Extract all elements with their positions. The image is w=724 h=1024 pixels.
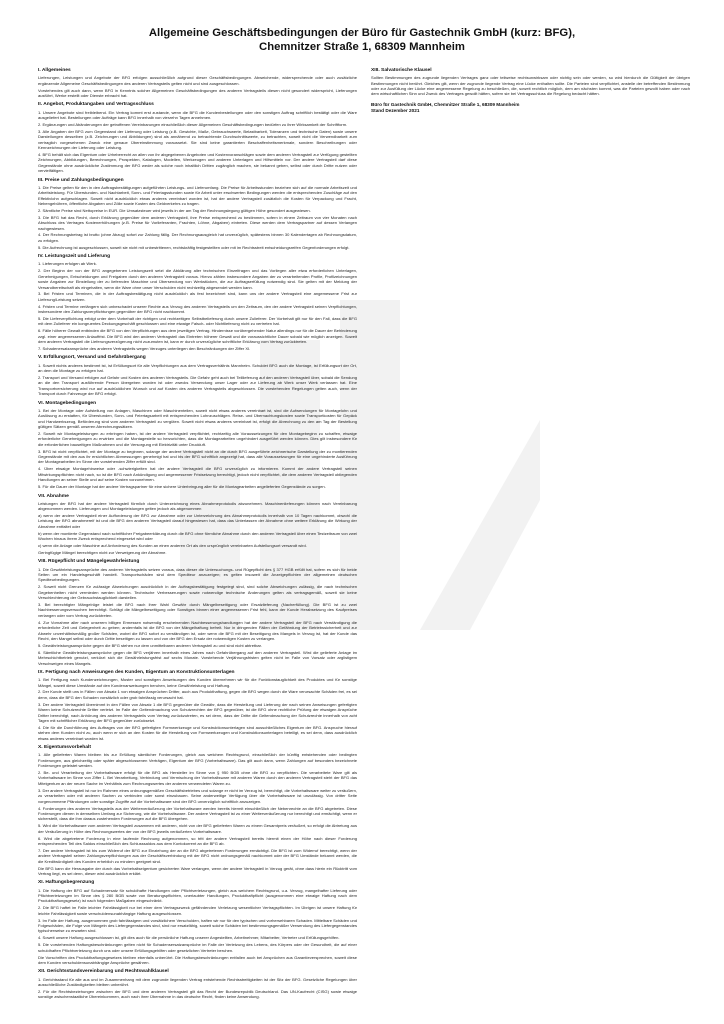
section-paragraph: Vorstehendes gilt auch dann, wenn BFG in Kenntnis solcher Allgemeinen Geschäftsbedingungen des anderen Vertragsteils diesen nicht gesondert widerspricht, Lieferungen ausführt, Werke erstellt oder Dienste erbracht hat. <box>38 87 357 98</box>
section-paragraph: 2. Transport und Versand erfolgen auf Gefahr und Kosten des anderen Vertragsteils. Die Gefahr geht auch bei Teillieferung auf den anderen Vertragsteil über, sobald die Sendung an die den Transport ausführende Person übergeben worden ist oder zwecks Versendung unser Lager oder zur Lieferung ab Werk unser Werk verlassen hat. Eine Transportversicherung wird nur auf ausdrücklichen Wunsch und auf Kosten des anderen Vertragsteils abgeschlossen. Die vorstehenden Regelungen gelten auch, wenn der Transport durch Fahrzeuge der BFG erfolgt. <box>38 374 357 397</box>
section-paragraph: 4. Über etwaige Montagehinweise oder -schwierigkeiten hat der andere Vertragsteil die BFG unverzüglich zu informieren. Kommt der andere Vertragsteil seinen Mitwirkungspflichten nicht nach, so ist die BFG nach Ankündigung und angemessener Fristsetzung berechtigt, jedoch nicht verpflichtet, die dem anderen Vertragsteil obliegenden Handlungen an seiner Stelle und auf seine Kosten vorzunehmen. <box>38 466 357 483</box>
footer-company: Büro für Gastechnik GmbH, Chemnitzer Straße 1, 68309 Mannheim <box>371 101 520 107</box>
section-paragraph: 3. Bei berechtigter Mängelrüge leistet die BFG nach ihrer Wahl Gewähr durch Mängelbeseitigung oder Ersatzlieferung (Nacherfüllung). Die BFG ist zu zwei Nachbesserungsversuchen berechtigt. Schlägt die Mängelbeseitigung oder Sonstiges binnen einer angemessenen Frist fehl, kann der Kunde Herabsetzung des Kaufpreises verlangen oder vom Vertrag zurücktreten. <box>38 602 357 618</box>
terms-section <box>38 670 357 741</box>
section-paragraph: 6. Wird die abgetretene Forderung in eine laufende Rechnung aufgenommen, so tritt der andere Vertragsteil bereits hiermit einen der Höhe nach dieser Forderung entsprechenden Teil des Saldos einschließlich des Schlusssaldos aus dem Kontokorrent an die BFG ab. <box>38 835 357 846</box>
section-paragraph: 5. Gewährleistungsansprüche gegen die BFG stehen nur dem unmittelbaren anderen Vertragsteil zu und sind nicht abtretbar. <box>38 642 262 648</box>
section-paragraph: a) wenn der andere Vertragsteil einer Aufforderung der BFG zur Abnahme oder zur Unterzeichnung des Abnahmeprotokolls innerhalb von 10 Tagen nachkommt, obwohl die Leistung der BFG abnahmereif ist und die BFG den anderen Vertragsteil darauf hingewiesen hat, dass das Unterlassen der Abnahme ohne weitere Erklärung die Wirkung der Abnahme entfaltet oder <box>38 513 357 529</box>
section-paragraph: 4. Fristen und Termine verlängern sich unbeschadet unserer Rechte aus Verzug des anderen Vertragsteils um den Zeitraum, den der andere Vertragsteil seinen Verpflichtungen, insbesondere den Zahlungsverpflichtungen gegenüber der BFG nicht nachkommt. <box>38 303 357 315</box>
terms-section <box>38 969 357 999</box>
section-paragraph: 1. Unsere Angebote sind freibleibend. Ein Vertrag kommt erst zustande, wenn die BFG die Kundenbestellungen oder den sonstigen Auftrag schriftlich bestätigt oder die Ware ausgeliefert hat. Bestellungen oder Aufträge kann BFG innerhalb von vierzehn Tagen annehmen. <box>38 109 357 120</box>
document-footer <box>371 102 690 114</box>
terms-section <box>38 68 357 98</box>
section-paragraph: 1. Bei der Montage oder Aufstellung von Anlagen, Maschinen oder Maschinenteilen, soweit nicht etwas anderes vereinbart ist, sind die Aufwendungen für Montagelohn und Auslösung zu erstatten, für Überstunden, Sonn- und Feiertagsarbeit mit entsprechenden Lohnzuschlägen. Reise- und Übernachtungskosten sowie Transportkosten für Gepäck und Handwerkszeug, Beförderung sind vom anderen Vertragsteil zu vergüten. Soweit nicht etwas anderes vereinbart ist, erfolgt die Abrechnung zu den am Tag der Bestellung gültigen Sätzen gemäß unseren Abrechnungssätzen. <box>38 407 357 430</box>
section-heading: V. Erfüllungsort, Versand und Gefahrübergang <box>38 355 146 361</box>
section-paragraph: 2. Soweit nicht Grenzen für zulässige Abweichungen ausdrücklich in der Auftragsbestätigung festgelegt sind, sind solche Abweichungen zulässig, die nach technischen Gegebenheiten nicht vermieden werden können. Technische Verbesserungen sowie notwendige technische Änderungen gelten als vertragsgemäß, soweit sie keine Verschlechterung der Gebrauchstauglichkeit darstellen. <box>38 584 357 601</box>
section-heading: XIII. Salvatorische Klausel <box>371 68 432 73</box>
section-paragraph: 3. Die BFG hat das Recht, durch Erklärung gegenüber dem anderen Vertragsteil, ihre Preise entsprechend zu bestimmen, sofern in einem Zeitraum von vier Monaten nach Abschluss des Vertrages Kostenerhöhungen (z.B. Preise für Vorlieferanten, Frachten, Löhne, Abgaben) eintreten. Diese werden dem Vertragspartner auf dessen Verlangen nachgewiesen. <box>38 214 357 231</box>
section-paragraph: Lieferungen, Leistungen und Angebote der BFG erfolgen ausschließlich aufgrund dieser Geschäftsbedingungen. Abweichende, widersprechende oder auch zusätzliche ergänzende Allgemeine Geschäftsbedingungen des anderen Vertragsteils gelten nicht und sind ausgeschlossen. <box>38 75 357 86</box>
terms-section <box>38 254 357 351</box>
section-paragraph: 2. Für die Rechtsbeziehungen zwischen der BFG und dem anderen Vertragsteil gilt das Recht der Bundesrepublik Deutschland. Das UN-Kaufrecht (CISG) sowie etwaige sonstige zwischenstaatliche Übereinkommen, auch nach ihrer Übernahme in das deutsche Recht, finden keine Anwendung. <box>38 988 357 1000</box>
section-paragraph: b) wenn der montierte Gegenstand nach schriftlicher Freigabeerklärung durch die BFG ohne förmliche Abnahme durch den anderen Vertragsteil über einen Testzeitraum von zwei Wochen hinaus ihrem Zweck entsprechend eingesetzt wird oder <box>38 530 357 542</box>
section-paragraph: 2. Der Beginn der von der BFG angegebenen Leistungszeit setzt die Abklärung aller technischen Einzelfragen und das Vorliegen aller etwa erforderlichen Unterlagen, Genehmigungen, Entscheidungen und Freigaben durch den anderen Vertragsteil voraus. Hierzu zählen insbesondere Angaben der zu verarbeitenden Profile, Profilzeichnungen sowie Angaben zur Einstellung der zu liefernden Maschine und Übersendung von Werkstücken, die zur Auftragserfüllung notwendig sind. Sie gelten mit der Meldung der Versandbereitschaft als eingehalten, wenn die Ware ohne unser Verschulden nicht rechtzeitig abgesendet werden kann. <box>38 268 357 290</box>
section-paragraph: 2. Sämtliche Preise sind Nettopreise in EUR. Die Umsatzsteuer wird jeweils in der am Tag der Rechnungslegung gültigen Höhe gesondert ausgewiesen. <box>38 207 311 213</box>
section-paragraph: 4. Der Rechnungsbetrag ist brutto (ohne Abzug) sofort zur Zahlung fällig. Der Rechnungsausgleich hat unverzüglich, spätestens binnen 30 Kalendertagen ab Rechnungsdatum, zu erfolgen. <box>38 232 357 243</box>
section-paragraph: 3. Der andere Vertragsteil übernimmt in den Fällen von Absatz 1 die BFG gegenüber die Gewähr, dass die Herstellung und Lieferung der nach seinen Anweisungen gefertigten Waren keine Schutzrechte Dritter verletzt. Im Falle der Geltendmachung von Schutzrechten der BFG gegenüber, ist die BFG ohne rechtliche Prüfung der etwaigen Ansprüche Dritter berechtigt, nach Anhörung des anderen Vertragsteils vom Vertrag zurückzutreten, es sei denn, dass der Dritte die Geltendmachung der Schutzrechte innerhalb von acht Tagen mit schriftlicher Erklärung der BFG gegenüber zurücksetzt. <box>38 701 357 724</box>
section-heading: VIII. Rügepflicht und Mängelgewährleistung <box>38 559 140 565</box>
section-paragraph: 2. Die BFG haftet im Falle leichter Fahrlässigkeit nur bei einer dem Vertragszweck gefährdenden Verletzung wesentlicher Vertragspflichten. Im Übrigen ist unsere Haftung für leichte Fahrlässigkeit sowie verschuldensunabhängige Haftung ausgeschlossen. <box>38 905 357 916</box>
section-paragraph: 5. Die vorstehenden Haftungsbeschränkungen gelten nicht für Schadensersatzansprüche im Falle der Verletzung des Lebens, des Körpers oder der Gesundheit, die auf einer schuldhaften Pflichtverletzung durch uns oder unsere Erfüllungsgehilfen oder gesetzlichen Vertreter beruhen. <box>38 942 357 953</box>
section-paragraph: 2. Soweit wir Montageleistungen zu erbringen haben, ist der andere Vertragsteil verpflichtet, rechtzeitig alle Voraussetzungen für den Montagebeginn zu schaffen, etwaige erforderliche Genehmigungen zu erwirken und die Montagestelle so herzurichten, dass die Montagearbeiten ungehindert ausgeführt werden können. Dies gilt insbesondere für die erforderlichen bauseitigen Maßnahmen und die Versorgung mit Elektrizität unter Druckluft. <box>38 430 357 447</box>
footer-date: Stand Dezember 2021 <box>371 107 420 113</box>
document-header <box>30 26 694 54</box>
section-heading: VII. Abnahme <box>38 493 69 499</box>
section-paragraph: 3. Der andere Vertragsteil ist nur im Rahmen eines ordnungsgemäßen Geschäftsbetriebes und solange er nicht im Verzug ist, berechtigt, die Vorbehaltsware weiter zu veräußern, zu verarbeiten oder mit anderen Sachen zu verbinden oder sonst einzubauen. Seine anderweitige Verfügung über die Vorbehaltsware ist unzulässig. Von dritter Seite vorgenommene Pfändungen oder sonstige Zugriffe auf die Vorbehaltsware sind der BFG unverzüglich schriftlich anzuzeigen. <box>38 787 357 804</box>
terms-section <box>38 494 357 556</box>
section-heading: IV. Leistungszeit und Lieferung <box>38 254 111 260</box>
section-paragraph: c) wenn die Anlage oder Maschine auf Anforderung des Kunden an einen anderen Ort als den ursprünglich vereinbarten Aufstellungsort versandt wird. <box>38 543 307 549</box>
section-heading: II. Angebot, Produktangaben und Vertragsschluss <box>38 102 154 108</box>
section-paragraph: 3. BFG ist nicht verpflichtet, mit der Montage zu beginnen, solange der andere Vertragsteil nicht an die durch BFG ausgeführte zeichnerische Darstellung der zu montierenden Gegenstände mit den aus ihr ersichtlichen Abmessungen genehmigt hat und bis der BFG schriftlich angezeigt hat, dass alle Voraussetzungen für eine ungehinderte Ausführung der Montagearbeiten im Sinne der vorstehenden Ziffer erfüllt sind. <box>38 448 357 465</box>
section-paragraph: 7. Schadenersatzansprüche des anderen Vertragsteils wegen Verzuges unterliegen den Beschränkungen der Ziffer XI. <box>38 346 251 352</box>
section-paragraph: 6. Fälle höherer Gewalt entbinden die BFG von den Verpflichtungen aus dem jeweiligen Vertrag. Hindernisse vorübergehender Natur allerdings nur für die Dauer der Behinderung zzgl. einer angemessenen Anlauffrist. Die BFG wird den anderen Vertragsteil das Eintreten höherer Gewalt und die voraussichtliche Dauer sobald wie möglich anzeigen. Soweit dem anderen Vertragsteil die Lieferungsverzögerung nicht zuzumuten ist, kann er durch unverzügliche schriftliche Erklärung vom Vertrag zurücktreten. <box>38 328 357 345</box>
terms-section <box>38 178 357 251</box>
section-paragraph: 5. Für die Dauer der Montage hat der andere Vertragspartner für eine sichere Unterbringung aller für die Montagearbeiten angelieferten Gegenstände zu sorgen. <box>38 484 326 490</box>
section-paragraph: Geringfügige Mängel berechtigen nicht zur Verweigerung der Abnahme. <box>38 549 167 555</box>
section-paragraph: Die Vorschriften des Produkthaftungsgesetzes bleiben ebenfalls unberührt. Die Haftungsbeschränkungen entfallen auch bei Ansprüchen aus Garantieversprechen, soweit diese dem Kunden verschuldensunabhängige Ansprüche gewähren. <box>38 954 357 965</box>
terms-section <box>38 880 357 965</box>
section-paragraph: 1. Gerichtsstand für alle aus und im Zusammenhang mit dem zugrunde liegenden Vertrag entstehende Rechtsstreitigkeiten ist der Sitz der BFG. Gesetzliche Regelungen über ausschließliche Zuständigkeiten bleiben unberührt. <box>38 976 357 987</box>
section-heading: XI. Haftungsbegrenzung <box>38 880 95 886</box>
terms-section <box>38 745 357 876</box>
section-paragraph: 5. Die Lieferverpflichtung erfolgt unter dem Vorbehalt der richtigen und rechtzeitigen Selbstbelieferung durch unsere Zulieferer. Der Vorbehalt gilt nur für den Fall, dass die BFG mit dem Zulieferer ein kongruentes Deckungsgeschäft geschlossen und eine etwaige Falsch- oder Nichtlieferung nicht zu vertreten hat. <box>38 316 357 327</box>
section-paragraph: 4. BFG behält sich das Eigentum oder Urheberrecht an allen von ihr abgegebenen Angeboten und Kostenvoranschlägen sowie dem anderen Vertragsteil zur Verfügung gestellten Zeichnungen, Abbildungen, Berechnungen, Prospekten, Katalogen, Modellen, Werkzeugen und anderen Unterlagen und Hilfsmitteln vor. Der andere Vertragsteil darf diese Gegenstände ohne ausdrückliche Zustimmung der BFG weder als solche noch inhaltlich Dritten zugänglich machen, sie bekannt geben, selbst oder durch Dritte nutzen oder vervielfältigen. <box>38 151 357 174</box>
document-title-line-1: Allgemeine Geschäftsbedingungen der Büro für Gastechnik GmbH (kurz: BFG), <box>148 27 576 39</box>
section-paragraph: 3. Alle Angaben der BFG zum Gegenstand der Lieferung oder Leistung (z.B. Gewichte, Maße, Gebrauchswerte, Belastbarkeit, Toleranzen und technische Daten) sowie unsere Darstellungen desselben (z.B. Zeichnungen und Abbildungen) sind als annähernd zu betrachtende Durchschnittswerte, zu betrachten, soweit nicht die Verwendbarkeit zum vertraglich vorgesehenen Zweck eine genaue Übereinstimmung voraussetzt. Sie sind keine garantierten Beschaffenheitsmerkmale, sondern Beschreibungen oder Kennzeichnungen der Lieferung oder Leistung. <box>38 128 357 150</box>
section-paragraph: 1. Alle gelieferten Waren bleiben bis zur Erfüllung sämtlicher Forderungen, gleich aus welchem Rechtsgrund, einschließlich der künftig entstehenden oder bedingten Forderungen, aus gleichzeitig oder später abgeschlossenen Verträgen, Eigentum der BFG (Vorbehaltsware). Das gilt auch dann, wenn Zahlungen auf besonders bezeichnete Forderungen geleistet werden. <box>38 752 357 769</box>
section-paragraph: 3. Bei Fristen und Terminen, die in der Auftragsbestätigung nicht ausdrücklich als fest bezeichnet sind, kann uns der andere Vertragsteil eine angemessene Frist zur Lieferung/Leistung setzen. <box>38 291 357 302</box>
section-paragraph: 1. Die Gewährleistungsansprüche des anderen Vertragsteils setzen voraus, dass dieser die Untersuchungs- und Rügepflicht des § 377 HGB erfüllt hat, sofern es sich für beide Seiten um ein Handelsgeschäft handelt. Transportschäden sind dem Spediteur anzuzeigen; es gelten insoweit die Anzeigepflichten der allgemeinen deutschen Spediteurbedingungen. <box>38 566 357 583</box>
terms-section <box>38 102 357 173</box>
section-paragraph: 1. Lieferungen erfolgen ab Werk. <box>38 261 97 267</box>
section-heading: VI. Montagebedingungen <box>38 400 97 406</box>
section-paragraph: 1. Die Haftung der BFG auf Schadenersatz für schuldhafte Handlungen oder Pflichtverletzungen, gleich aus welchem Rechtsgrund, u.a. Verzug, mangelhafter Lieferung oder Pflichtverletzungen im Sinne des § 280 BGB sowie von Beratungspflichten, unerlaubter Handlungen, Produkthaftpflicht (ausgenommen eine etwaige Haftung nach dem Produkthaftungsgesetz) ist nach folgenden Maßgaben eingeschränkt. <box>38 887 357 904</box>
terms-section <box>38 355 357 396</box>
section-paragraph: 7. Der andere Vertragsteil ist bis zum Widerruf der BFG zur Einziehung der an die BFG abgetretenen Forderungen ermächtigt. Die BFG ist zum Widerruf berechtigt, wenn der andere Vertragsteil seinen Zahlungsverpflichtungen aus der Geschäftsverbindung mit der BFG nicht ordnungsgemäß nachkommt oder der BFG Umstände bekannt werden, die die Kreditwürdigkeit des Kunden erheblich zu mindern geeignet sind. <box>38 847 357 864</box>
section-paragraph: 1. Soweit nichts anderes bestimmt ist, ist Erfüllungsort für alle Verpflichtungen aus dem Vertragsverhältnis Mannheim. Schuldet BFG auch die Montage, ist Erfüllungsort der Ort, an dem die Montage zu erfolgen hat. <box>38 362 357 374</box>
document-title-line-2: Chemnitzer Straße 1, 68309 Mannheim <box>259 41 465 53</box>
section-paragraph: 2. Be- und Verarbeitung der Vorbehaltsware erfolgt für die BFG als Hersteller im Sinne von § 950 BGB ohne die BFG zu verpflichten. Die verarbeitete Ware gilt als Vorbehaltsware im Sinne von Ziffer 1. Bei Verarbeitung, Verbindung und Vermischung der Vorbehaltsware mit anderen Waren durch den anderen Vertragsteil steht der BFG das Miteigentum an der neuen Sache im Verhältnis zum Rechnungswertes der anderen verwendeten Waren zu. <box>38 770 357 786</box>
section-heading: X. Eigentumsvorbehalt <box>38 745 91 751</box>
section-paragraph: 3. Im Falle der Haftung, ausgenommen grob fahrlässigem und vorsätzlichem Verschulden, haften wir nur für den typischen und vorhersehbaren Schaden. Mittelbare Schäden und Folgeschäden, die Folge von Mängeln des Liefergegenstandes sind, sind nur ersatzfähig, soweit solche Schäden bei bestimmungsgemäßer Verwendung des Liefergegenstandes typischerweise zu erwarten sind. <box>38 917 357 934</box>
section-heading: IX. Fertigung nach Anweisungen des Kunden, Eigentum an Konstruktionsunterlagen <box>38 669 235 675</box>
terms-section <box>371 68 690 97</box>
section-paragraph: 4. Zur Vornahme aller nach unserem billigen Ermessen notwendig erscheinenden Nachbesserungshandlungen hat der andere Vertragsteil der BFG nach Verständigung die erforderliche Zeit und Gelegenheit zu geben; andernfalls ist die BFG von der Mängelhaftung befreit. Nur in dringenden Fällen der Gefährdung der Betriebssicherheit und zur Abwehr unverhältnismäßig großer Schäden, wobei die BFG sofort zu verständigen ist, oder wenn die BFG mit der Beseitigung des Mangels in Verzug ist, hat der Kunde das Recht, den Mangel selbst oder durch Dritte beseitigen zu lassen und von der BFG den Ersatz der notwendigen Kosten zu verlangen. <box>38 619 357 641</box>
section-paragraph: 2. Der Kunde stellt uns in Fällen von Absatz 1 von etwaigen Ansprüchen Dritter, auch aus Produkthaftung, gegen die BFG wegen durch die Ware verursachte Schäden frei, es sei denn, dass die BFG den Schaden vorsätzlich oder grob fahrlässig verursacht hat. <box>38 689 357 700</box>
terms-section <box>38 401 357 490</box>
section-paragraph: Sollten Bestimmungen des zugrunde liegenden Vertrages ganz oder teilweise rechtsunwirksam oder nichtig sein oder werden, so wird hierdurch die Gültigkeit der übrigen Bestimmungen nicht berührt. Gleiches gilt, wenn der zugrunde liegende Vertrag eine Lücke enthalten sollte. Die Parteien sind verpflichtet, anstelle der betreffenden Bestimmung oder zur Ausfüllung der Lücke eine angemessene Regelung zu beschließen, die, soweit rechtlich möglich, dem am nächsten kommt, was die Parteien gewollt haben oder nach dem wirtschaftlichen Sinn und Zweck des Vertrages gewollt hätten, sofern sie bei Vertragsschluss die Regelung bedacht hätten. <box>371 75 690 97</box>
terms-section <box>38 559 357 666</box>
section-heading: XII. Gerichtsstandsvereinbarung und Rechtswahlklausel <box>38 969 169 975</box>
section-paragraph: 4. Soweit unsere Haftung ausgeschlossen ist, gilt dies auch für die persönliche Haftung unserer Angestellten, Arbeitnehmer, Mitarbeiter, Vertreter und Erfüllungsgehilfen. <box>38 935 340 941</box>
section-paragraph: 1. Bei Fertigung nach Kundenzeichnungen, Muster und sonstigen Anweisungen des Kunden übernehmen wir für die Funktionstauglichkeit des Produktes und für sonstige Mängel, soweit diese Umstände auf den Kundenanweisungen beruhen, keine Gewährleistung und Haftung. <box>38 677 357 688</box>
section-heading: I. Allgemeines <box>38 68 71 73</box>
section-paragraph: 5. Wird die Vorbehaltsware vom anderen Vertragsteil zusammen mit anderen, nicht von der BFG gelieferten Waren zu einem Gesamtpreis veräußert, so erfolgt die Abtretung aus der Veräußerung in Höhe des Rechnungswertes der von der BFG jeweils veräußerten Vorbehaltsware. <box>38 823 357 834</box>
section-paragraph: Leistungen der BFG hat der andere Vertragsteil förmlich durch Unterzeichnung eines Abnahmeprotokolls abzunehmen. Maschinenlieferungen können nach Vereinbarung abgenommen werden. Lieferungen und Montageleistungen gelten jedoch als abgenommen <box>38 500 357 512</box>
section-paragraph: 4. Forderungen des anderen Vertragsteils aus der Weiterveräußerung der Vorbehaltsware werden bereits hiermit einschließlich der Nebenrechte an die BFG abgetreten. Diese Forderungen dienen in demselben Umfang zur Sicherung, wie die Vorbehaltsware. Der andere Vertragsteil ist zu einer Weiterveräußerung nur berechtigt und ermächtigt, wenn er sicherstellt, dass die ihm daraus zustehenden Forderungen auf die BFG übergehen. <box>38 805 357 822</box>
terms-body <box>38 68 690 1002</box>
section-paragraph: 5. Die Aufrechnung ist ausgeschlossen, soweit sie nicht mit unbestrittenen, rechtskräftig festgestellten oder mit im Rechtsstreit entscheidungsreifen Gegenforderungen erfolgt. <box>38 244 350 250</box>
section-paragraph: Die BFG kann die Herausgabe der durch das Vorbehaltseigentum gesicherten Ware verlangen, wenn der andere Vertragsteil in Verzug gerät, ohne dass hierin ein Rücktritt vom Vertrag liegt, es sei denn, dieser wird ausdrücklich erklärt. <box>38 865 357 876</box>
section-paragraph: 1. Die Preise gelten für den in den Auftragsbestätigungen aufgeführten Leistungs- und Lieferumfang. Die Preise für Arbeitsstunden beziehen sich auf die normale Arbeitszeit und Arbeitsleistung. Für Überstunden- und Nachtarbeit, Sonn- und Feiertagsstunden sowie für Arbeit unter erschwerten Bedingungen werden die entsprechenden Zuschläge auf den Effektivlohn aufgeschlagen. Soweit nicht ausdrücklich etwas anderes vereinbart worden ist, hat der andere Vertragsteil zusätzlich die Kosten für Verpackung und Fracht, Nebengebühren, öffentliche Abgaben und Zölle sowie Kosten des Geldverkehrs zu tragen. <box>38 184 357 206</box>
section-heading: III. Preise und Zahlungsbedingungen <box>38 177 124 183</box>
section-paragraph: 6. Sämtliche Gewährleistungsansprüche gegen die BFG verjähren innerhalb eines Jahres nach Gefahrübergang auf den anderen Vertragsteil. Wird die gelieferte Anlage im Mehrschichtbetrieb genutzt, verkürzt sich die Gewährleistungsfrist auf sechs Monate. Vorstehende Verjährungsfristen gelten nicht im Falle von Vorsatz oder arglistigem Verschweigen eines Mangels. <box>38 649 357 666</box>
section-paragraph: 4. Die für die Durchführung des Auftrages von der BFG gefertigten Formwerkzeuge und Konstruktionsunterlagen sind ausschließliches Eigentum der BFG. Anspruche hierauf stehen dem Kunden nicht zu, auch wenn er sich an den Kosten für die Herstellung von Formwerkzeugen und Konstruktionsunterlagen beteiligt, es sei denn, dass ausdrücklich etwas anderes vereinbart worden ist. <box>38 724 357 741</box>
section-paragraph: 2. Ergänzungen und Abänderungen der getroffenen Vereinbarungen einschließlich dieser Allgemeinen Geschäftsbedingungen bedürfen zu ihrer Wirksamkeit der Schriftform. <box>38 121 348 127</box>
